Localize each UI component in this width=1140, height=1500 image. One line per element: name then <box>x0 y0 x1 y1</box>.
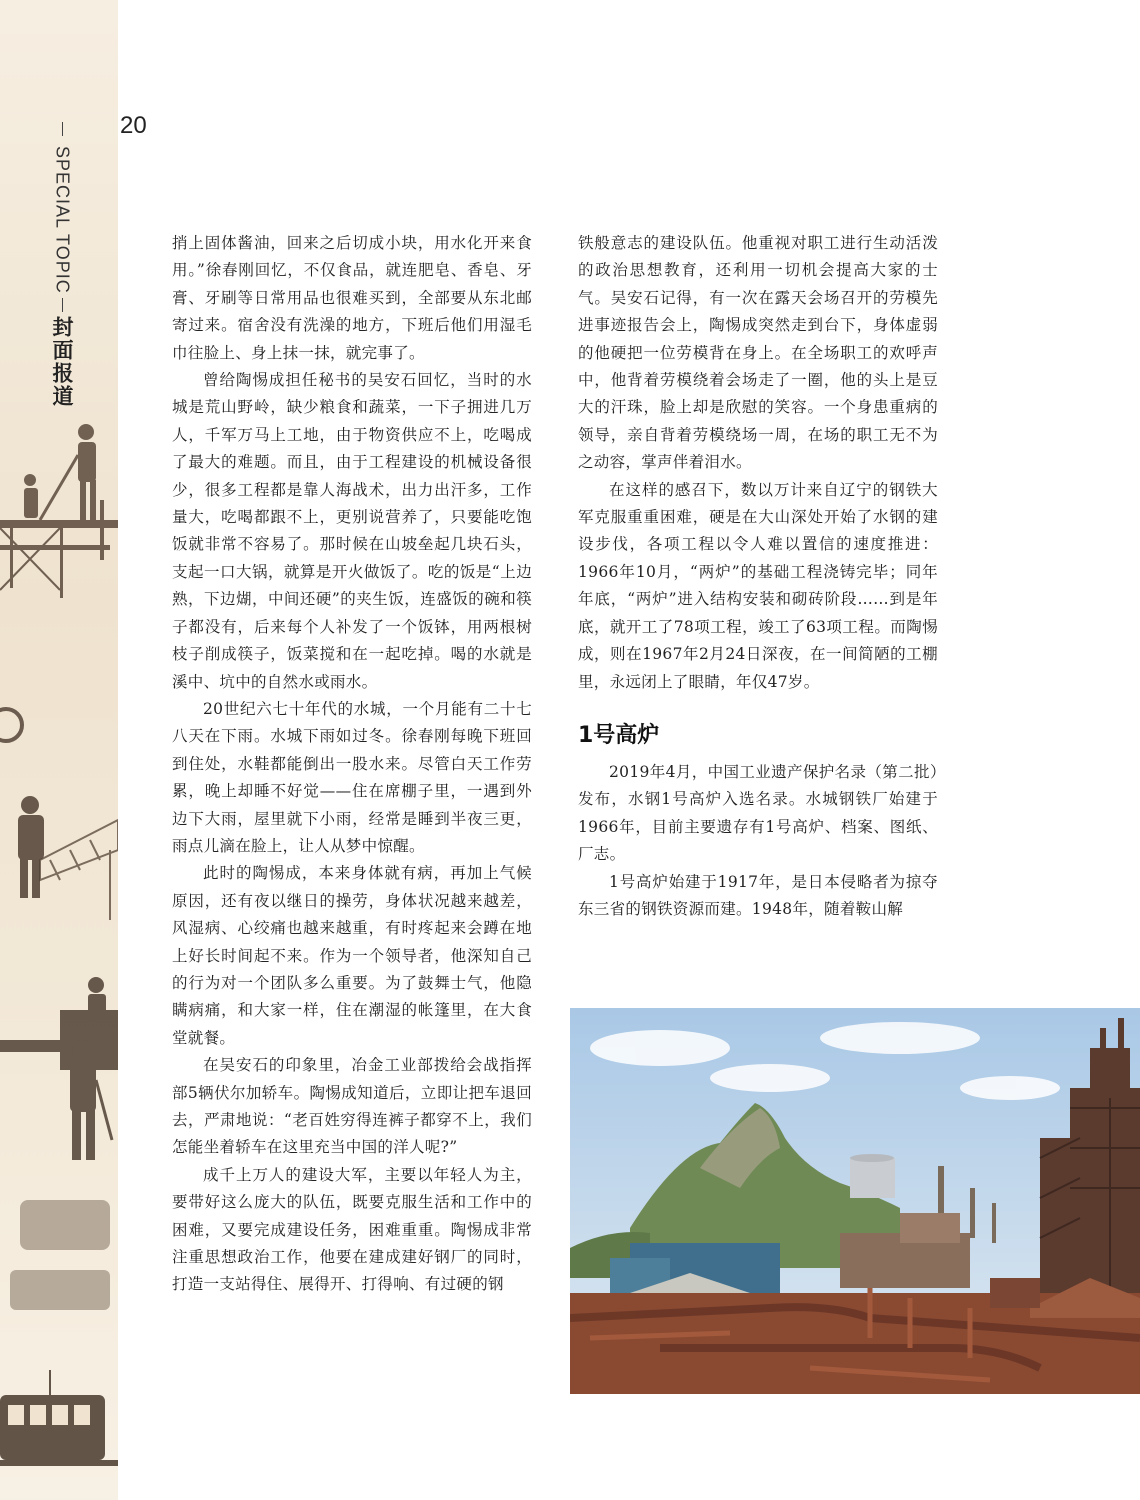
paragraph: 曾给陶惕成担任秘书的吴安石回忆，当时的水城是荒山野岭，缺少粮食和蔬菜，一下子拥进几万人，千军万马上工地，由于物资供应不上，吃喝成了最大的难题。而且，由于工程建设的机械设备很少，很多工程都是靠人海战术，出力出汗多，工作量大，吃喝都跟不上，更别说营养了，只要能吃饱饭就非常不容易了。那时候在山坡垒起几块石头，支起一口大锅，就算是开火做饭了。吃的饭是“上边熟，下边煳，中间还硬”的夹生饭，连盛饭的碗和筷子都没有，后来每个人补发了一个饭钵，用两根树枝子削成筷子，饭菜搅和在一起吃掉。喝的水就是溪中、坑中的自然水或雨水。 <box>172 371 532 691</box>
section-label-cn: 封面报道 <box>50 315 74 408</box>
paragraph: 20世纪六七十年代的水城，一个月能有二十七八天在下雨。水城下雨如过冬。徐春刚每晚下班回到住处，水鞋都能倒出一股水来。尽管白天工作劳累，晚上却睡不好觉——住在席棚子里，一遇到外边下大雨，屋里就下小雨，经常是睡到半夜三更，雨点儿滴在脸上，让人从梦中惊醒。 <box>172 699 532 855</box>
divider <box>62 298 63 312</box>
page-number: 20 <box>120 112 147 139</box>
section-heading: 1号高炉 <box>578 722 660 748</box>
paragraph: 2019年4月，中国工业遗产保护名录（第二批）发布，水钢1号高炉入选名录。水城钢铁厂始建于1966年，目前主要遗存有1号高炉、档案、图纸、厂志。 <box>578 762 938 864</box>
section-label <box>48 118 76 418</box>
paragraph: 在这样的感召下，数以万计来自辽宁的钢铁大军克服重重困难，硬是在大山深处开始了水钢的建设步伐，各项工程以令人难以置信的速度推进：1966年10月，“两炉”的基础工程浇铸完毕；同年年底，“两炉”进入结构安装和砌砖阶段……到是年底，就开工了78项工程，竣工了63项工程。而陶惕成，则在1967年2月24日深夜，在一间简陋的工棚里，永远闭上了眼睛，年仅47岁。 <box>578 480 938 691</box>
blast-furnace-photo <box>570 1008 1140 1394</box>
paragraph: 此时的陶惕成，本来身体就有病，再加上气候原因，还有夜以继日的操劳，身体状况越来越差，风湿病、心绞痛也越来越重，有时疼起来会蹲在地上好长时间起不来。作为一个领导者，他深知自己的行为对一个团队多么重要。为了鼓舞士气，他隐瞒病痛，和大家一样，住在潮湿的帐篷里，在大食堂就餐。 <box>172 864 532 1047</box>
right-text-column <box>578 230 938 923</box>
paragraph: 捎上固体酱油，回来之后切成小块，用水化开来食用。”徐春刚回忆，不仅食品，就连肥皂、香皂、牙膏、牙刷等日常用品也很难买到，全部要从东北邮寄过来。宿舍没有洗澡的地方，下班后他们用湿毛巾往脸上、身上抹一抹，就完事了。 <box>172 234 532 362</box>
divider <box>62 122 63 136</box>
left-text-column <box>172 230 532 1299</box>
paragraph: 1号高炉始建于1917年，是日本侵略者为掠夺东三省的钢铁资源而建。1948年，随着鞍山解 <box>578 872 938 918</box>
section-label-en: SPECIAL TOPIC <box>52 146 73 294</box>
paragraph: 在吴安石的印象里，冶金工业部拨给会战指挥部5辆伏尔加轿车。陶惕成知道后，立即让把车退回去，严肃地说：“老百姓穷得连裤子都穿不上，我们怎能坐着轿车在这里充当中国的洋人呢?” <box>172 1056 532 1157</box>
steel-plant-illustration <box>570 1008 1140 1394</box>
paragraph: 成千上万人的建设大军，主要以年轻人为主，要带好这么庞大的队伍，既要克服生活和工作中的困难，又要完成建设任务，困难重重。陶惕成非常注重思想政治工作，他要在建成建好钢厂的同时，打造一支站得住、展得开、打得响、有过硬的钢 <box>172 1165 532 1294</box>
paragraph: 铁般意志的建设队伍。他重视对职工进行生动活泼的政治思想教育，还利用一切机会提高大家的士气。吴安石记得，有一次在露天会场召开的劳模先进事迹报告会上，陶惕成突然走到台下，身体虚弱的他硬把一位劳模背在身上。在全场职工的欢呼声中，他背着劳模绕着会场走了一圈，他的头上是豆大的汗珠，脸上却是欣慰的笑容。一个身患重病的领导，亲自背着劳模绕场一周，在场的职工无不为之动容，掌声伴着泪水。 <box>578 234 938 472</box>
